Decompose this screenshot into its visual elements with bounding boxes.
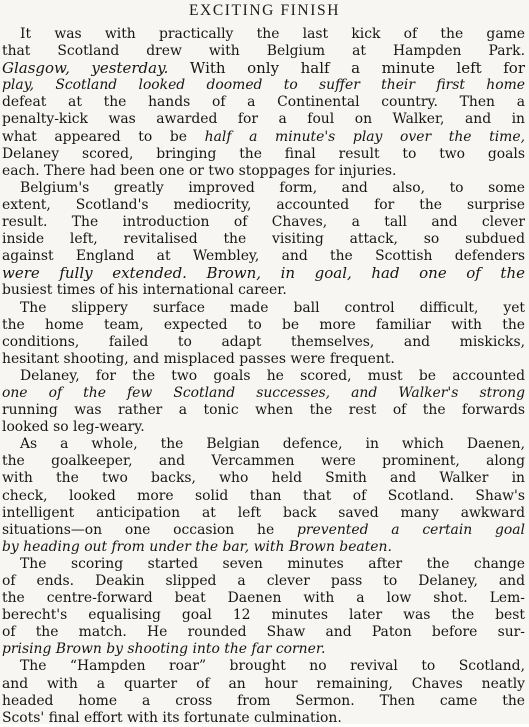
article-line: [2, 573, 525, 590]
article-text: As a whole, the Belgian defence, in which Daenen,: [20, 436, 525, 453]
article-text: by heading out from under the bar, with Brown beaten.: [2, 538, 392, 555]
article-line: [2, 300, 525, 317]
article-line: [2, 60, 525, 77]
article-text: that Scotland drew with Belgium at Hampden Park.: [2, 43, 525, 60]
article-line: [2, 436, 525, 453]
article-text: were fully extended.: [2, 265, 187, 283]
article-line: [2, 676, 525, 693]
article-text: busiest times of his international career.: [2, 282, 287, 299]
article-line: [2, 214, 525, 231]
article-line: [2, 197, 525, 214]
article-text: berecht's equalising goal 12 minutes later was the best: [2, 607, 525, 624]
article-line: [2, 419, 525, 436]
article-line: [2, 402, 525, 419]
article-body: [2, 26, 525, 727]
article-line: [2, 385, 525, 402]
article-text: The “Hampden roar” brought no revival to Scotland,: [20, 658, 525, 675]
article-text: Belgium's greatly improved form, and also, to some: [20, 179, 525, 196]
article-line: [2, 641, 525, 658]
article-text: intelligent anticipation at left back saved many awkward: [2, 504, 525, 521]
article-text: of ends. Deakin slipped a clever pass to Delaney, and: [2, 573, 525, 589]
article-text: defeat at the hands of a Continental country. Then a: [2, 94, 525, 111]
article-text: With only half a minute left for: [168, 60, 525, 78]
article-text: Scots' final effort with its fortunate culmination.: [2, 709, 342, 726]
article-line: [2, 334, 525, 351]
article-text: the goalkeeper, and Vercammen were prominent, along: [2, 453, 525, 470]
article-text: the home team, expected to be more familiar with the: [2, 316, 525, 333]
article-line: [2, 129, 525, 146]
article-text: and with a quarter of an hour remaining, Chaves neatly: [2, 675, 525, 692]
article-line: [2, 488, 525, 505]
article-text: prevented a certain goal: [297, 521, 525, 538]
article-text: situations—on one occasion he: [2, 521, 297, 538]
article-line: [2, 368, 525, 385]
article-text: looked so leg-weary.: [2, 419, 145, 436]
article-headline: EXCITING FINISH: [188, 2, 340, 19]
article-line: [2, 693, 525, 710]
article-text: each. There had been one or two stoppages for injuries.: [2, 162, 397, 179]
article-line: [2, 710, 525, 727]
article-text: headed home a cross from Sermon. Then came the: [2, 692, 525, 709]
article-line: [2, 607, 525, 624]
article-line: [2, 77, 525, 94]
article-line: [2, 505, 525, 522]
article-text: Brown, in goal, had one of the: [186, 265, 525, 283]
article-text: penalty-kick was awarded for a foul on Walker, and in: [2, 111, 525, 128]
article-text: with the two backs, who held Smith and Walker in: [2, 470, 525, 487]
article-line: [2, 282, 525, 299]
article-line: [2, 26, 525, 43]
article-text: prising Brown by shooting into the far corner.: [2, 641, 326, 658]
article-text: hesitant shooting, and misplaced passes were frequent.: [2, 350, 395, 367]
article-text: conditions, failed to adapt themselves, and miskicks,: [2, 333, 525, 350]
article-line: [2, 351, 525, 368]
article-text: one of the few Scotland successes, and Walker's strong: [2, 384, 525, 401]
article-line: [2, 317, 525, 334]
article-text: against England at Wembley, and the Scottish defenders: [2, 248, 525, 265]
article-text: half a minute's play over the time,: [204, 128, 525, 145]
article-text: Delaney scored, bringing the final result to two goals: [2, 145, 525, 162]
article-line: [2, 658, 525, 675]
article-text: the centre-forward beat Daenen with a low shot. Lem-: [2, 590, 525, 607]
article-text: of the match. He rounded Shaw and Paton before sur-: [2, 624, 525, 641]
article-line: [2, 539, 525, 556]
article-line: [2, 556, 525, 573]
article-text: running was rather a tonic when the rest of the forwards: [2, 402, 525, 419]
article-line: [2, 180, 525, 197]
article-text: result. The introduction of Chaves, a tall and clever: [2, 214, 525, 231]
article-text: Delaney, for the two goals he scored, must be accounted: [20, 367, 525, 384]
article-line: [2, 453, 525, 470]
article-text: It was with practically the last kick of the game: [20, 26, 525, 42]
article-line: [2, 265, 525, 282]
article-line: [2, 111, 525, 128]
article-text: The scoring started seven minutes after the change: [20, 555, 525, 572]
article-line: [2, 470, 525, 487]
article-line: [2, 522, 525, 539]
article-line: [2, 248, 525, 265]
article-line: [2, 43, 525, 60]
article-text: The slippery surface made ball control difficult, yet: [20, 299, 525, 316]
article-line: [2, 163, 525, 180]
article-line: [2, 146, 525, 163]
article-line: [2, 624, 525, 641]
article-line: [2, 231, 525, 248]
article-text: check, looked more solid than that of Scotland. Shaw's: [2, 487, 525, 504]
article-text: play, Scotland looked doomed to suffer their first home: [2, 77, 525, 94]
article-line: [2, 94, 525, 111]
article-text: inside left, revitalised the visiting attack, so subdued: [2, 231, 525, 248]
article-text: what appeared to be: [2, 128, 205, 145]
article-line: [2, 590, 525, 607]
article-text: Glasgow, yesterday.: [2, 60, 169, 78]
article-text: extent, Scotland's mediocrity, accounted for the surprise: [2, 196, 525, 213]
